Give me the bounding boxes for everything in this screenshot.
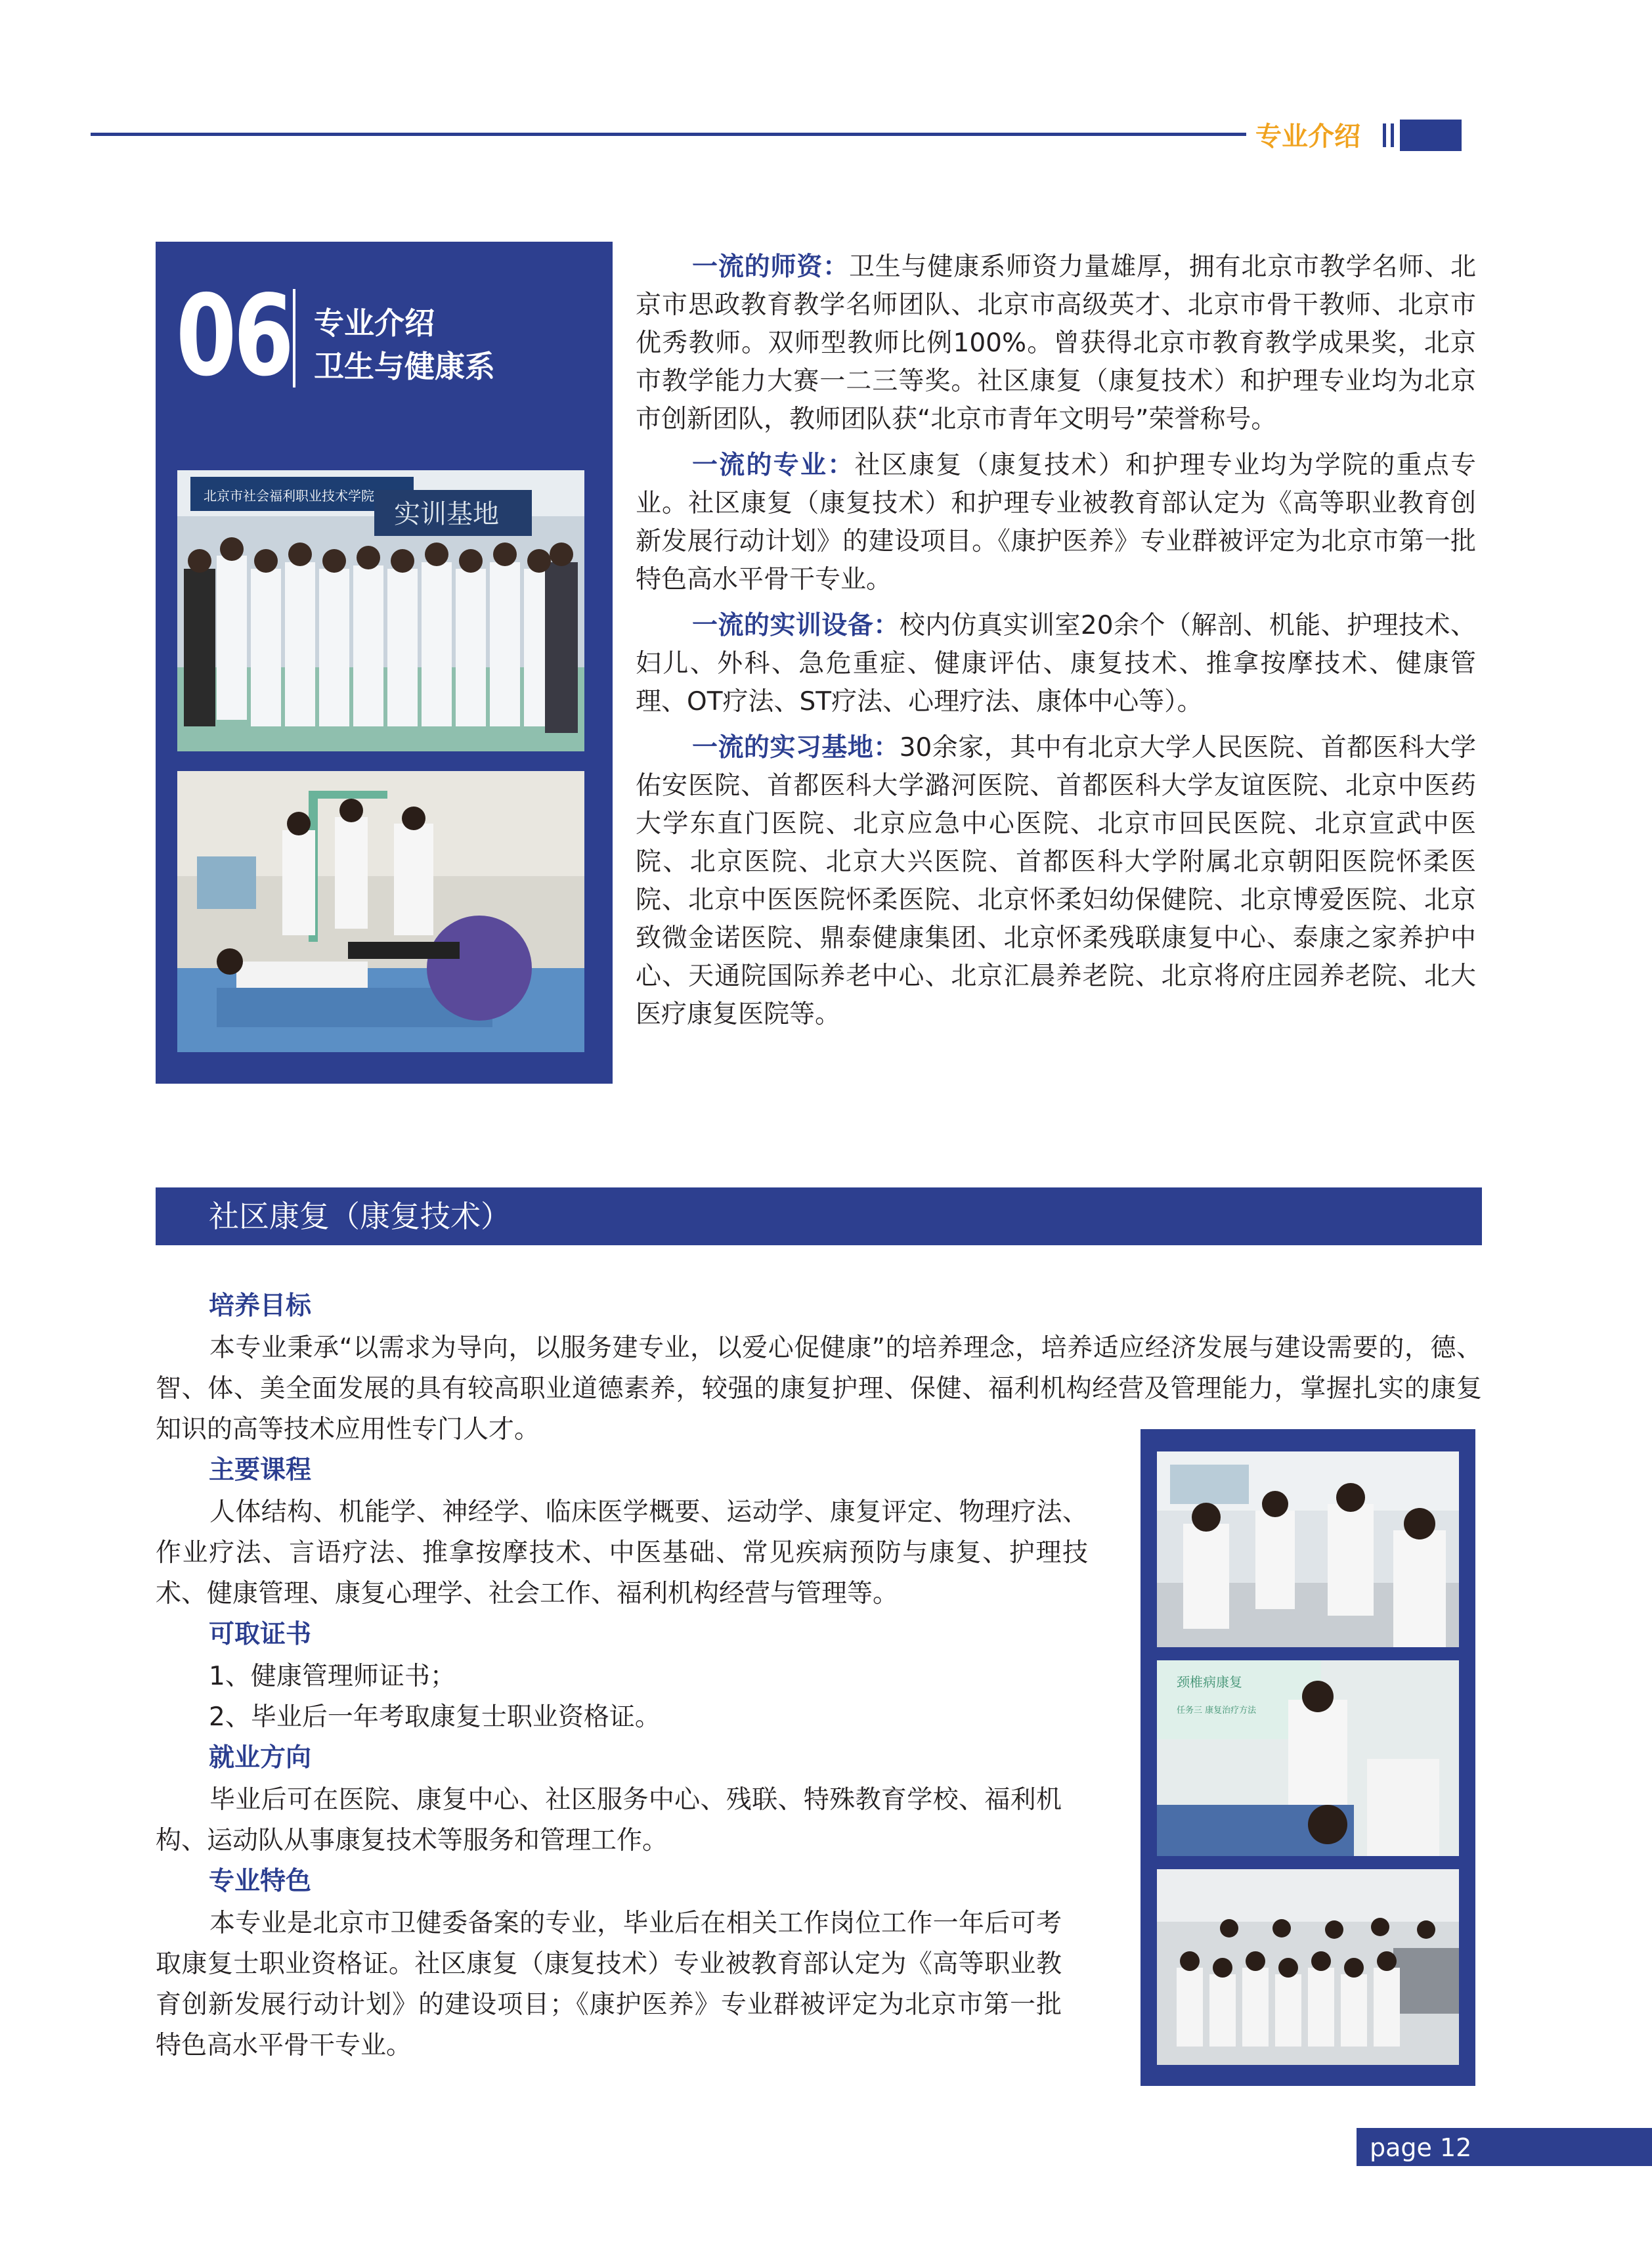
- chapter-subtitle: 卫生与健康系: [314, 349, 495, 384]
- group-photo: [177, 470, 584, 751]
- cert-heading: 可取证书: [209, 1620, 312, 1649]
- feature-heading: 专业特色: [209, 1867, 312, 1896]
- photo-sign-text: 北京市社会福利职业技术学院: [204, 488, 374, 504]
- screen-title: 颈椎病康复: [1177, 1674, 1242, 1690]
- header-block: [1400, 120, 1462, 151]
- intro-lead: 一流的实训设备：: [692, 611, 900, 640]
- chapter-title: 专业介绍: [314, 305, 435, 341]
- chapter-number: 06: [176, 271, 292, 401]
- classroom-photo: [1157, 1451, 1459, 1647]
- intro-lead: 一流的专业：: [692, 451, 855, 480]
- intro-body: 校内仿真实训室20余个（解剖、机能、护理技术、妇儿、外科、急危重症、健康评估、康复技术、推拿按摩技术、健康管理、OT疗法、ST疗法、心理疗法、康体中心等）。: [636, 611, 1476, 717]
- page-number: page 12: [1370, 2133, 1472, 2162]
- intro-text-block: [636, 248, 1476, 1034]
- photo-board-text: 实训基地: [394, 499, 499, 529]
- rehab-training-photo: [177, 771, 584, 1052]
- class-group-photo: [1157, 1869, 1459, 2065]
- intro-paragraph: [636, 447, 1476, 599]
- screen-subtitle: 任务三 康复治疗方法: [1177, 1706, 1257, 1716]
- section-title: 社区康复（康复技术）: [209, 1199, 511, 1234]
- demonstration-photo: [1157, 1660, 1459, 1856]
- intro-body: 社区康复（康复技术）和护理专业均为学院的重点专业。社区康复（康复技术）和护理专业被教育部认定为《高等职业教育创新发展行动计划》的建设项目。《康护医养》专业群被评定为北京市第一批特色高水平骨干专业。: [636, 451, 1476, 594]
- course-heading: 主要课程: [209, 1455, 312, 1485]
- course-text: 人体结构、机能学、神经学、临床医学概要、运动学、康复评定、物理疗法、作业疗法、言语疗法、推拿按摩技术、中医基础、常见疾病预防与康复、护理技术、健康管理、康复心理学、社会工作、福利机构经营与管理等。: [156, 1497, 1088, 1608]
- cert-item: 2、毕业后一年考取康复士职业资格证。: [209, 1702, 661, 1732]
- chapter-divider: [293, 289, 295, 387]
- job-heading: 就业方向: [209, 1743, 312, 1773]
- intro-lead: 一流的师资：: [692, 252, 849, 282]
- intro-body: 30余家，其中有北京大学人民医院、首都医科大学佑安医院、首都医科大学潞河医院、首都医科大学友谊医院、北京中医药大学东直门医院、北京应急中心医院、北京市回民医院、北京宣武中医院、北京医院、北京大兴医院、首都医科大学附属北京朝阳医院怀柔医院、北京中医医院怀柔医院、北京怀柔妇幼保健院、北京博爱医院、北京致微金诺医院、鼎泰健康集团、北京怀柔残联康复中心、泰康之家养护中心、天通院国际养老中心、北京汇晨养老院、北京将府庄园养老院、北大医疗康复医院等。: [636, 733, 1476, 1029]
- goal-heading: 培养目标: [209, 1291, 312, 1321]
- intro-paragraph: [636, 729, 1476, 1034]
- intro-paragraph: [636, 607, 1476, 721]
- intro-lead: 一流的实习基地：: [692, 733, 900, 763]
- intro-paragraph: [636, 248, 1476, 439]
- header-bar-mark: [1391, 123, 1394, 147]
- intro-body: 卫生与健康系师资力量雄厚，拥有北京市教学名师、北京市思政教育教学名师团队、北京市高级英才、北京市骨干教师、北京市优秀教师。双师型教师比例100%。曾获得北京市教育教学成果奖，北京市教学能力大赛一二三等奖。社区康复（康复技术）和护理专业均为北京市创新团队，教师团队获“北京市青年文明号”荣誉称号。: [636, 252, 1476, 434]
- job-text: 毕业后可在医院、康复中心、社区服务中心、残联、特殊教育学校、福利机构、运动队从事康复技术等服务和管理工作。: [156, 1785, 1062, 1855]
- header-title: 专业介绍: [1255, 122, 1360, 152]
- header-bar-mark: [1383, 123, 1386, 147]
- feature-text: 本专业是北京市卫健委备案的专业，毕业后在相关工作岗位工作一年后可考取康复士职业资格证。社区康复（康复技术）专业被教育部认定为《高等职业教育创新发展行动计划》的建设项目；《康护医养》专业群被评定为北京市第一批特色高水平骨干专业。: [156, 1909, 1062, 2060]
- goal-text: 本专业秉承“以需求为导向，以服务建专业，以爱心促健康”的培养理念，培养适应经济发展与建设需要的，德、智、体、美全面发展的具有较高职业道德素养，较强的康复护理、保健、福利机构经营及管理能力，掌握扎实的康复知识的高等技术应用性专门人才。: [156, 1333, 1482, 1444]
- header-rule: [91, 133, 1246, 136]
- cert-item: 1、健康管理师证书；: [209, 1662, 456, 1691]
